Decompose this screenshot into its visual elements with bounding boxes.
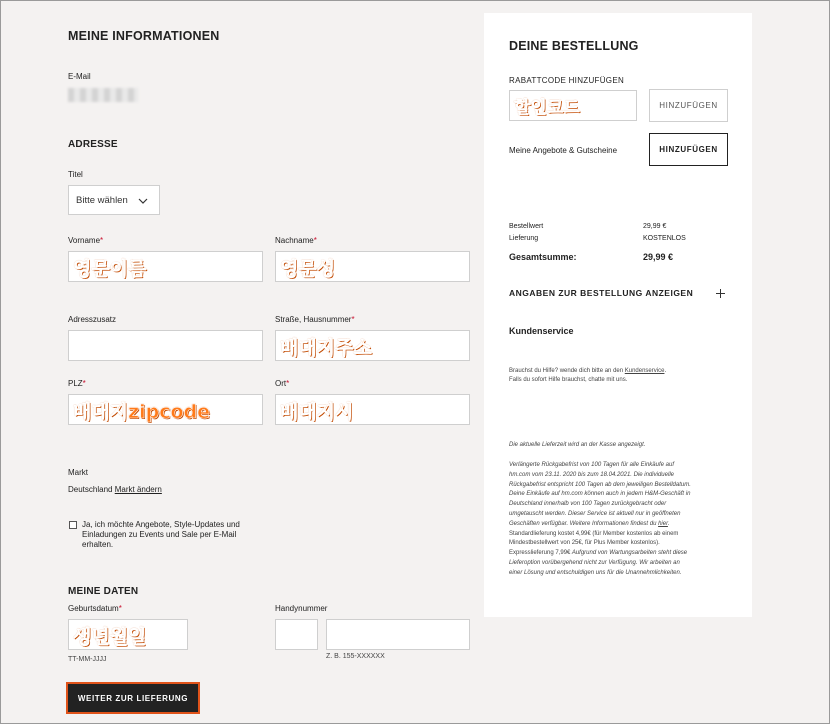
order-details-toggle[interactable]: ANGABEN ZUR BESTELLUNG ANZEIGEN [509, 288, 694, 298]
newsletter-checkbox[interactable] [69, 521, 77, 529]
city-input[interactable] [275, 394, 470, 425]
email-value-redacted [68, 88, 138, 102]
phone-hint: Z. B. 155-XXXXXX [326, 653, 385, 660]
lastname-overlay: 영문성 [280, 258, 336, 280]
order-title: DEINE BESTELLUNG [509, 39, 639, 53]
order-value-label: Bestellwert [509, 223, 544, 230]
zip-input[interactable] [68, 394, 263, 425]
total-value: 29,99 € [643, 252, 674, 262]
delivery-label: Lieferung [509, 235, 539, 242]
market-value: Deutschland [68, 485, 113, 494]
continue-to-delivery-button[interactable]: WEITER ZUR LIEFERUNG [68, 684, 198, 712]
birthdate-label: Geburtsdatum* [68, 604, 122, 613]
street-label: Straße, Hausnummer* [275, 315, 355, 324]
market-row [68, 485, 162, 494]
city-label: Ort* [275, 379, 290, 388]
lastname-input[interactable] [275, 251, 470, 282]
delivery-time-note: Die aktuelle Lieferzeit wird an der Kasse angezeigt. [509, 442, 646, 448]
email-label: E-Mail [68, 72, 91, 81]
firstname-label: Vorname* [68, 236, 104, 245]
coupon-overlay: 할인코드 [514, 98, 580, 118]
birthdate-input[interactable] [68, 619, 188, 650]
lastname-label: Nachname* [275, 236, 317, 245]
coupon-input[interactable] [509, 90, 637, 121]
section-title-data: MEINE DATEN [68, 586, 139, 597]
street-overlay: 배대지주소 [280, 337, 372, 359]
title-select[interactable] [68, 185, 160, 215]
zip-overlay: 배대지zipcode [73, 401, 211, 423]
delivery-value: KOSTENLOS [643, 235, 686, 242]
service-title: Kundenservice [509, 326, 574, 336]
coupon-label: RABATTCODE HINZUFÜGEN [509, 76, 625, 85]
city-overlay: 배대지시 [280, 401, 354, 423]
chevron-down-icon [138, 198, 148, 204]
birthdate-overlay: 생년월일 [73, 626, 147, 648]
offers-label: Meine Angebote & Gutscheine [509, 146, 618, 155]
phone-label: Handynummer [275, 604, 328, 613]
phone-country-code-input[interactable] [275, 619, 318, 650]
order-value: 29,99 € [643, 223, 667, 230]
firstname-overlay: 영문이름 [73, 258, 147, 280]
order-summary-panel [484, 13, 752, 617]
market-label: Markt [68, 468, 88, 477]
more-info-link[interactable]: hier [658, 520, 668, 527]
zip-label: PLZ* [68, 379, 86, 388]
birthdate-hint: TT-MM-JJJJ [68, 656, 107, 663]
section-title-address: ADRESSE [68, 139, 118, 150]
service-text: Brauchst du Hilfe? wende dich bitte an den Kundenservice. Falls du sofort Hilfe brauchst, chatte mit uns. [509, 368, 667, 383]
customer-service-link[interactable]: Kundenservice [624, 368, 665, 374]
add-coupon-button[interactable]: HINZUFÜGEN [649, 89, 728, 122]
firstname-input[interactable] [68, 251, 263, 282]
return-policy-text: Verlängerte Rückgabefrist von 100 Tagen für alle Einkäufe auf hm.com vom 23.11. 2020 bis zum 18.04.2021. Die individuelle Rückgabefrist entspricht 100 Tagen ab dem jeweiligen Bestelldatum. Deine Einkäufe auf hm.com können auch in jedem H&M-Geschäft in Deutschland innerhalb von 100 Tagen zurückgebracht oder umgetauscht werden. Dieser Service ist aktuell nur in geöffneten Geschäften verfügbar. Weitere Informationen findest du hier. Standardlieferung kostet 4,99€ (für Member kostenlos ab einem Mindestbestellwert von 25€, für Plus Member kostenlos). Expresslieferung 7,99€ Aufgrund von Wartungsarbeiten steht diese Lieferoption vorübergehend nicht zur Verfügung. Wir arbeiten an einer Lösung und entschuldigen uns für die Unannehmlichkeiten. [509, 462, 691, 576]
extra-address-input[interactable] [68, 330, 263, 361]
title-select-value: Bitte wählen [76, 194, 128, 206]
change-market-link[interactable]: Markt ändern [114, 485, 162, 494]
section-title-info: MEINE INFORMATIONEN [68, 29, 220, 43]
total-label: Gesamtsumme: [509, 252, 577, 262]
extra-address-label: Adresszusatz [68, 315, 117, 324]
newsletter-text: Ja, ich möchte Angebote, Style-Updates und Einladungen zu Events und Sale per E-Mail erhalten. [82, 520, 240, 549]
phone-number-input[interactable] [326, 619, 470, 650]
street-input[interactable] [275, 330, 470, 361]
plus-icon[interactable] [716, 289, 725, 298]
add-offers-button[interactable]: HINZUFÜGEN [649, 133, 728, 166]
title-label: Titel [68, 170, 83, 179]
